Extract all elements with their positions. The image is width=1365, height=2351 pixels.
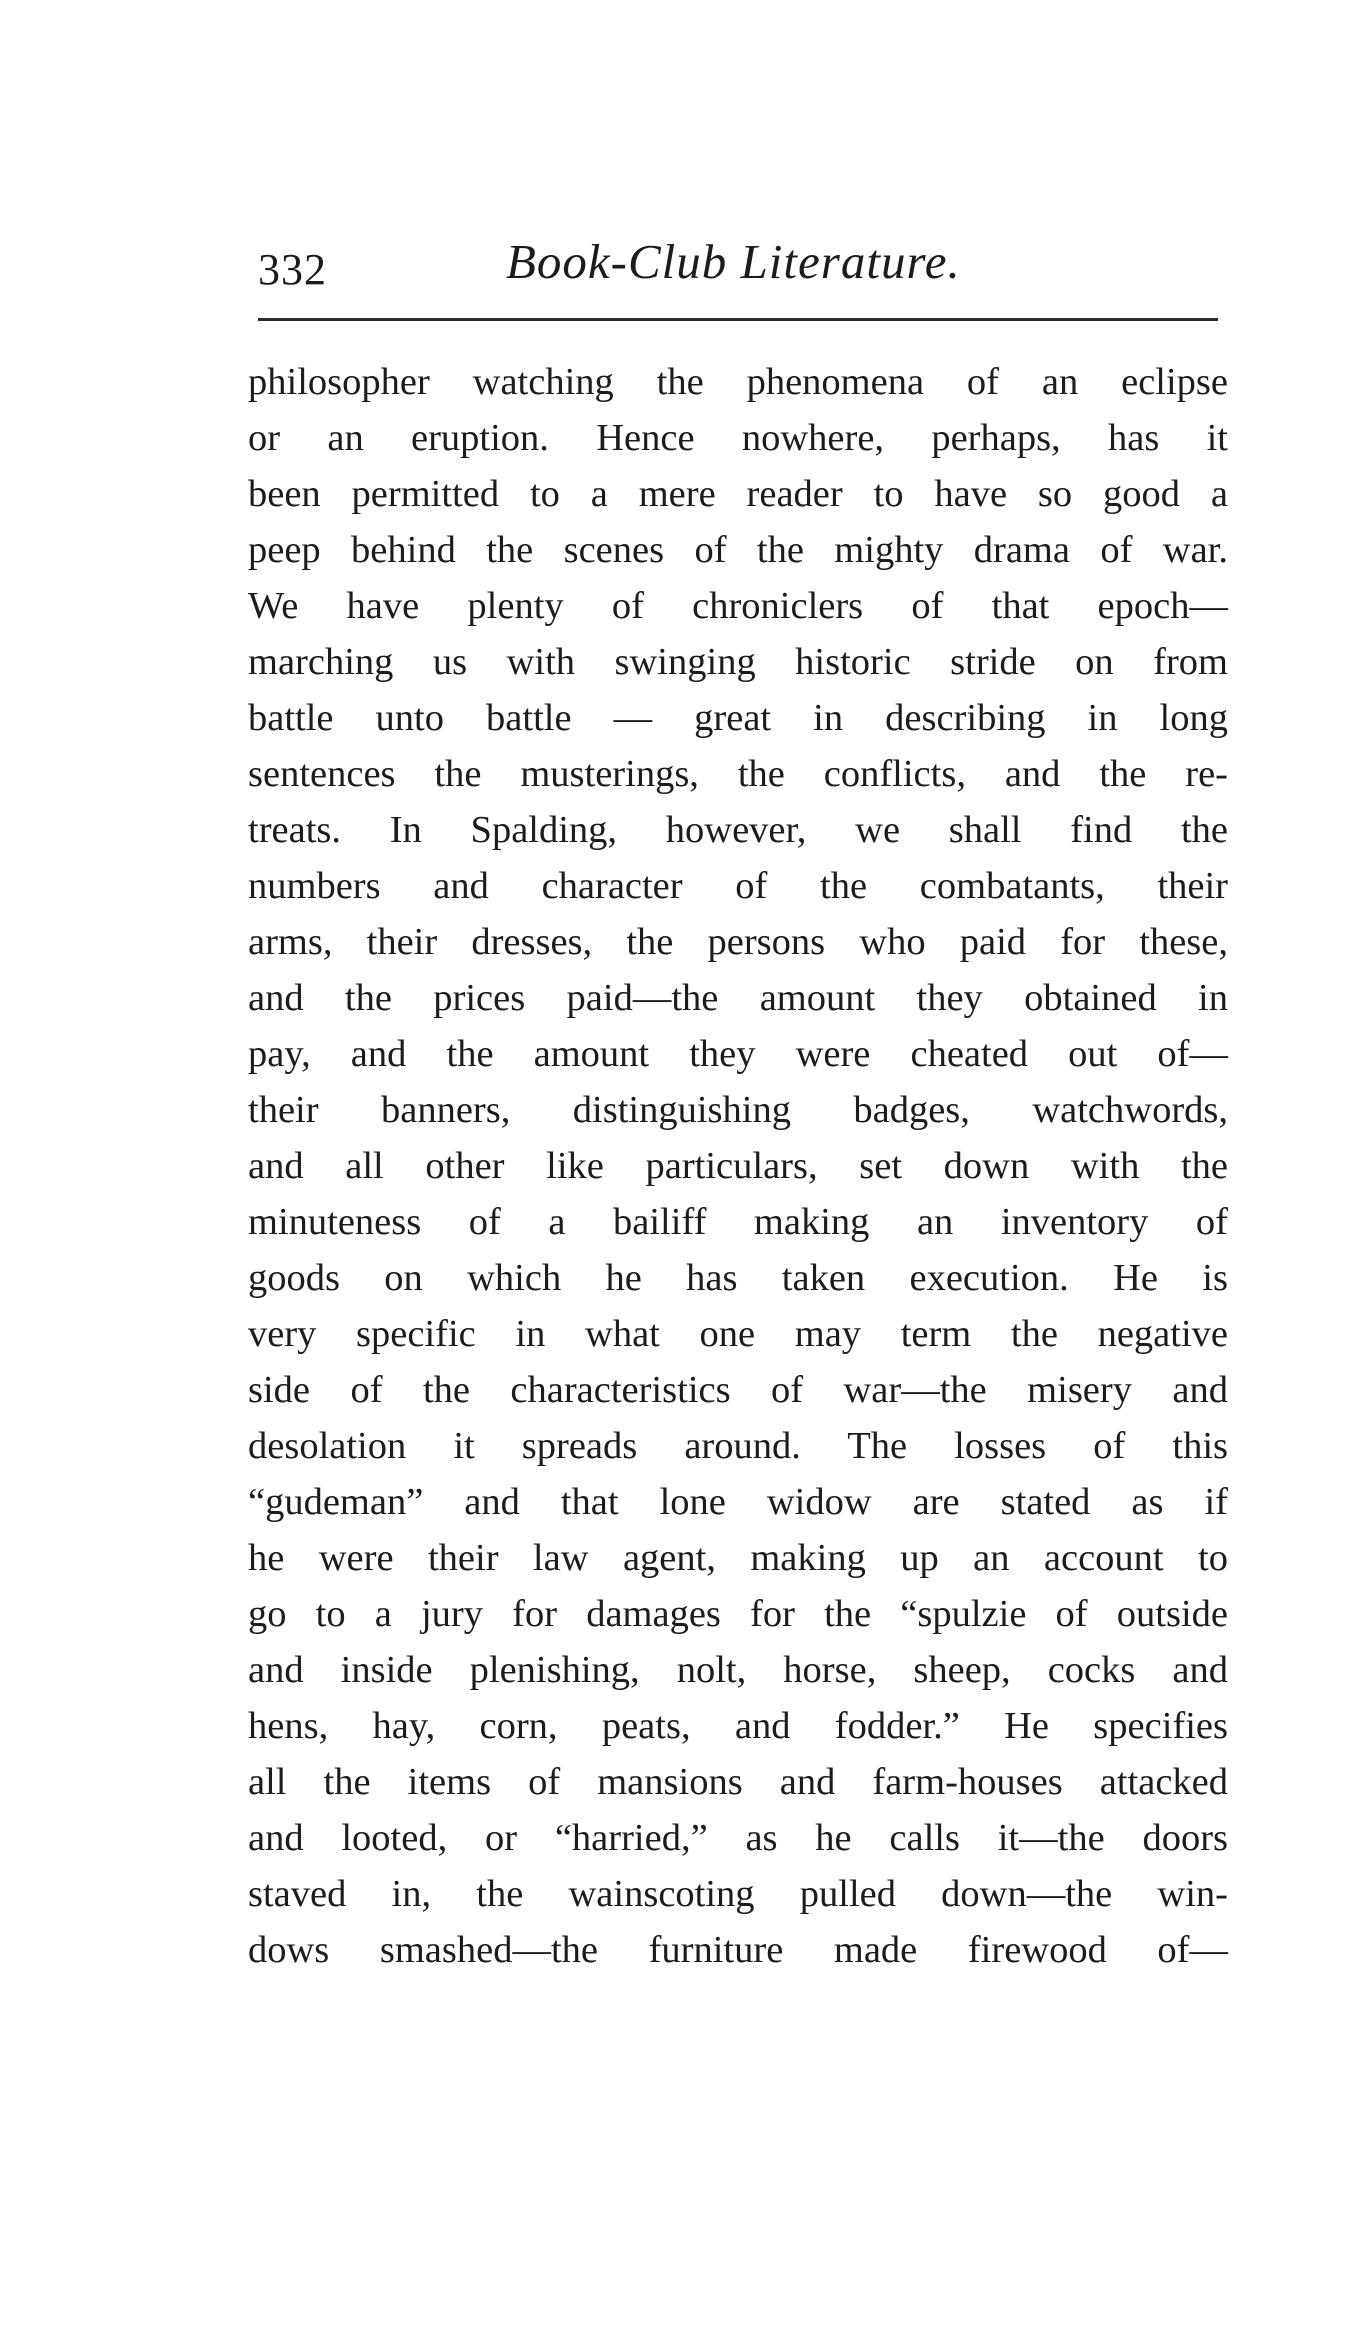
page-number: 332 [258, 245, 327, 294]
text-line: numbers and character of the combatants, their [248, 865, 1228, 907]
text-line: goods on which he has taken execution. He is [248, 1257, 1228, 1299]
text-line: and the prices paid—the amount they obtained in [248, 977, 1228, 1019]
text-line: treats. In Spalding, however, we shall find the [248, 809, 1228, 851]
body-text [248, 354, 1228, 1978]
running-head [258, 232, 1218, 302]
header-rule [258, 318, 1218, 321]
text-line: and inside plenishing, nolt, horse, sheep, cocks and [248, 1649, 1228, 1691]
text-line: he were their law agent, making up an account to [248, 1537, 1228, 1579]
text-line: all the items of mansions and farm-houses attacked [248, 1761, 1228, 1803]
text-line: their banners, distinguishing badges, watchwords, [248, 1089, 1228, 1131]
text-line: and looted, or “harried,” as he calls it—the doors [248, 1817, 1228, 1859]
text-line: We have plenty of chroniclers of that epoch— [248, 585, 1228, 627]
text-line: arms, their dresses, the persons who paid for these, [248, 921, 1228, 963]
text-line: minuteness of a bailiff making an inventory of [248, 1201, 1228, 1243]
text-line: side of the characteristics of war—the misery and [248, 1369, 1228, 1411]
text-line: and all other like particulars, set down with the [248, 1145, 1228, 1187]
text-line: pay, and the amount they were cheated out of— [248, 1033, 1228, 1075]
text-line: hens, hay, corn, peats, and fodder.” He specifies [248, 1705, 1228, 1747]
text-line: “gudeman” and that lone widow are stated as if [248, 1481, 1228, 1523]
text-line: peep behind the scenes of the mighty drama of war. [248, 529, 1228, 571]
text-line: or an eruption. Hence nowhere, perhaps, has it [248, 417, 1228, 459]
text-line: desolation it spreads around. The losses of this [248, 1425, 1228, 1467]
text-line: philosopher watching the phenomena of an eclipse [248, 361, 1228, 403]
text-line: go to a jury for damages for the “spulzie of outside [248, 1593, 1228, 1635]
text-line: marching us with swinging historic stride on from [248, 641, 1228, 683]
text-line: very specific in what one may term the negative [248, 1313, 1228, 1355]
text-line: been permitted to a mere reader to have so good a [248, 473, 1228, 515]
text-line: staved in, the wainscoting pulled down—the win- [248, 1873, 1228, 1915]
running-title: Book-Club Literature. [506, 234, 961, 289]
text-line: dows smashed—the furniture made firewood of— [248, 1929, 1228, 1971]
text-line: battle unto battle — great in describing in long [248, 697, 1228, 739]
text-line: sentences the musterings, the conflicts, and the re- [248, 753, 1228, 795]
